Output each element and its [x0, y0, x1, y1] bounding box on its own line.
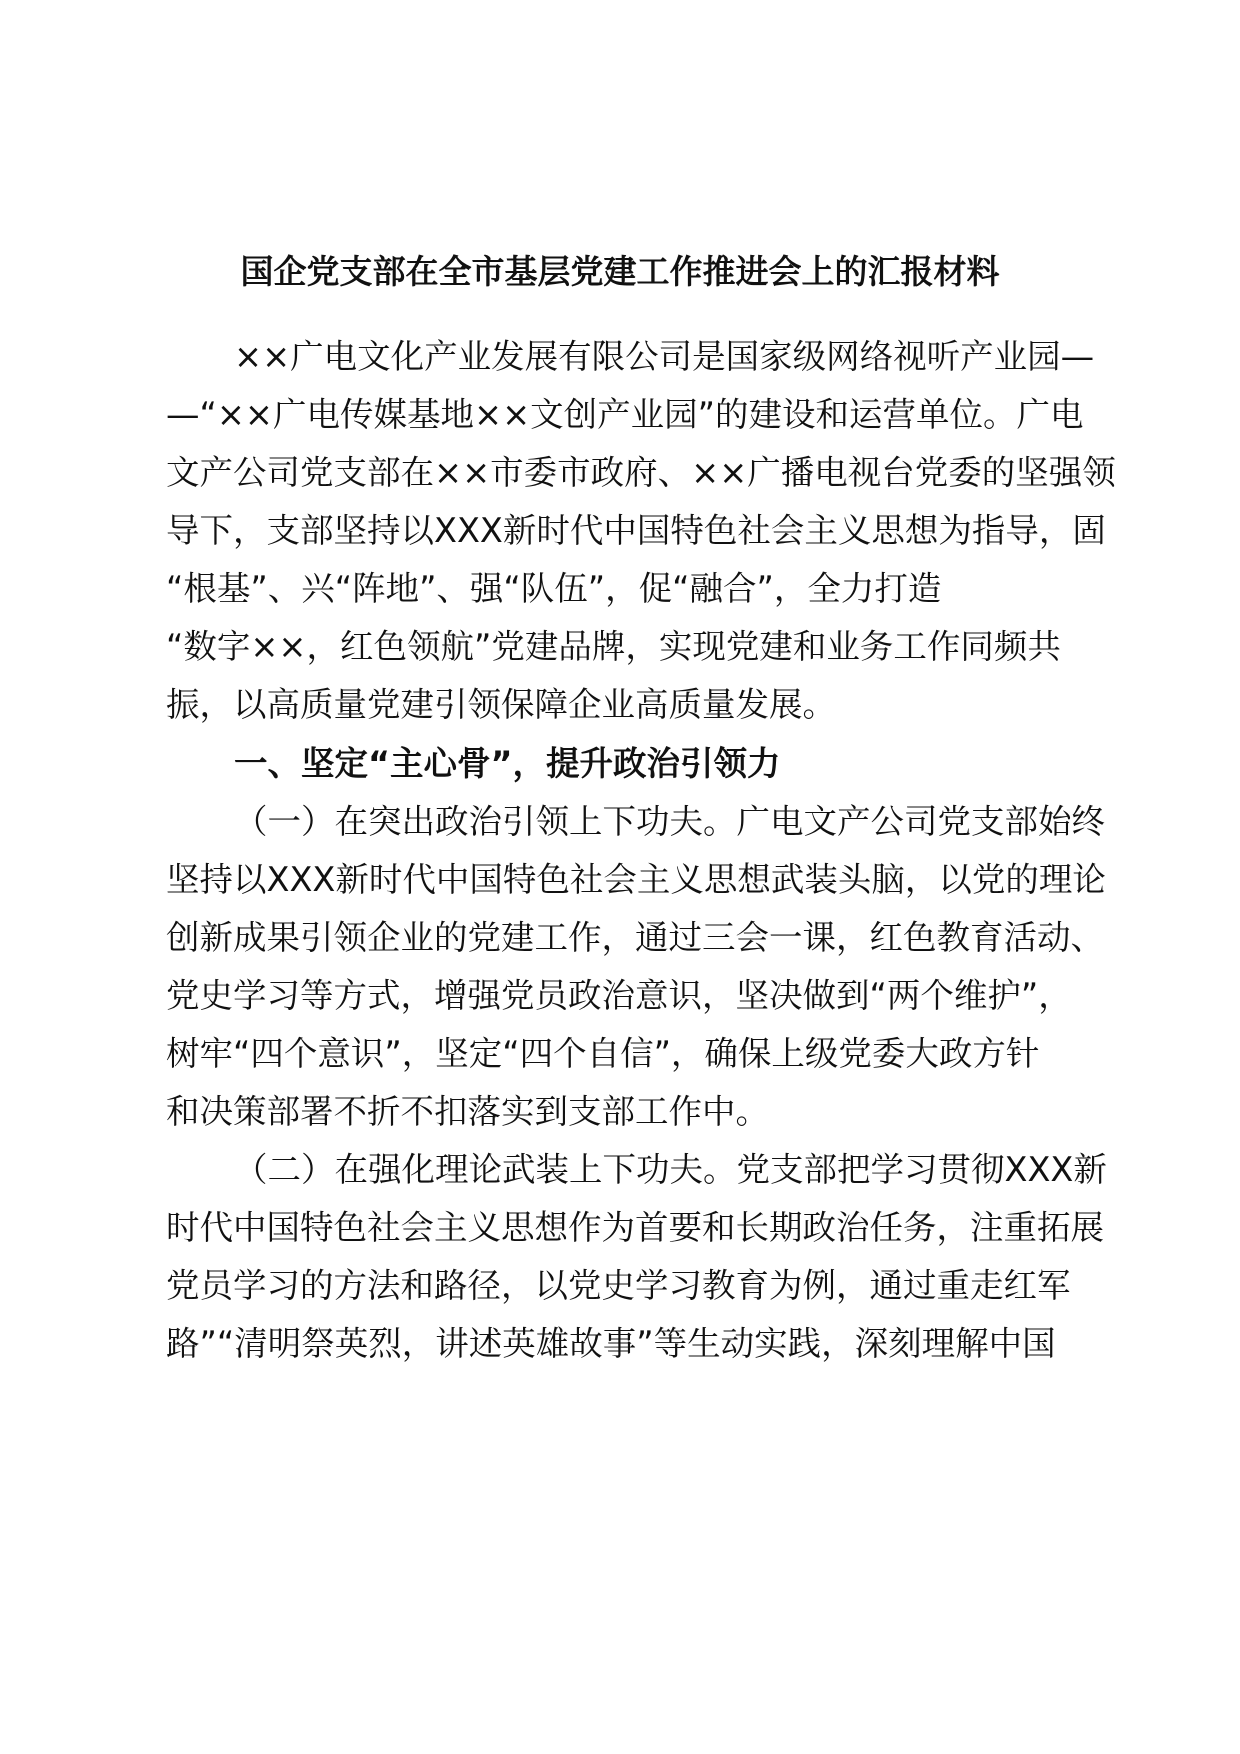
- paragraph-line: —“××广电传媒基地××文创产业园”的建设和运营单位。广电: [166, 395, 1084, 434]
- paragraph-line: 党史学习等方式，增强党员政治意识，坚决做到“两个维护”，: [166, 976, 1072, 1015]
- paragraph-line: 树牢“四个意识”，坚定“四个自信”，确保上级党委大政方针: [166, 1034, 1040, 1073]
- paragraph-line: 文产公司党支部在××市委市政府、××广播电视台党委的坚强领: [166, 453, 1116, 492]
- paragraph-line: 导下，支部坚持以XXX新时代中国特色社会主义思想为指导，固: [166, 511, 1106, 550]
- paragraph-line: 坚持以XXX新时代中国特色社会主义思想武装头脑，以党的理论: [166, 860, 1106, 899]
- paragraph-line: 和决策部署不折不扣落实到支部工作中。: [166, 1092, 769, 1131]
- paragraph-line: ××广电文化产业发展有限公司是国家级网络视听产业园—: [234, 337, 1095, 376]
- paragraph-line: 创新成果引领企业的党建工作，通过三会一课，红色教育活动、: [166, 918, 1104, 957]
- paragraph-line: （二）在强化理论武装上下功夫。党支部把学习贯彻XXX新: [234, 1150, 1107, 1189]
- paragraph-line: 时代中国特色社会主义思想作为首要和长期政治任务，注重拓展: [166, 1208, 1104, 1247]
- paragraph-line: 党员学习的方法和路径，以党史学习教育为例，通过重走红军: [166, 1266, 1071, 1305]
- paragraph-line: （一）在突出政治引领上下功夫。广电文产公司党支部始终: [234, 802, 1105, 841]
- paragraph-line: “数字××，红色领航”党建品牌，实现党建和业务工作同频共: [166, 627, 1061, 666]
- document-title: 国企党支部在全市基层党建工作推进会上的汇报材料: [240, 252, 1000, 291]
- paragraph-line: 振，以高质量党建引领保障企业高质量发展。: [166, 685, 836, 724]
- paragraph-line: “根基”、兴“阵地”、强“队伍”，促“融合”，全力打造: [166, 569, 942, 608]
- section-heading: 一、坚定“主心骨”，提升政治引领力: [234, 744, 781, 783]
- paragraph-line: 路”“清明祭英烈，讲述英雄故事”等生动实践，深刻理解中国: [166, 1324, 1056, 1363]
